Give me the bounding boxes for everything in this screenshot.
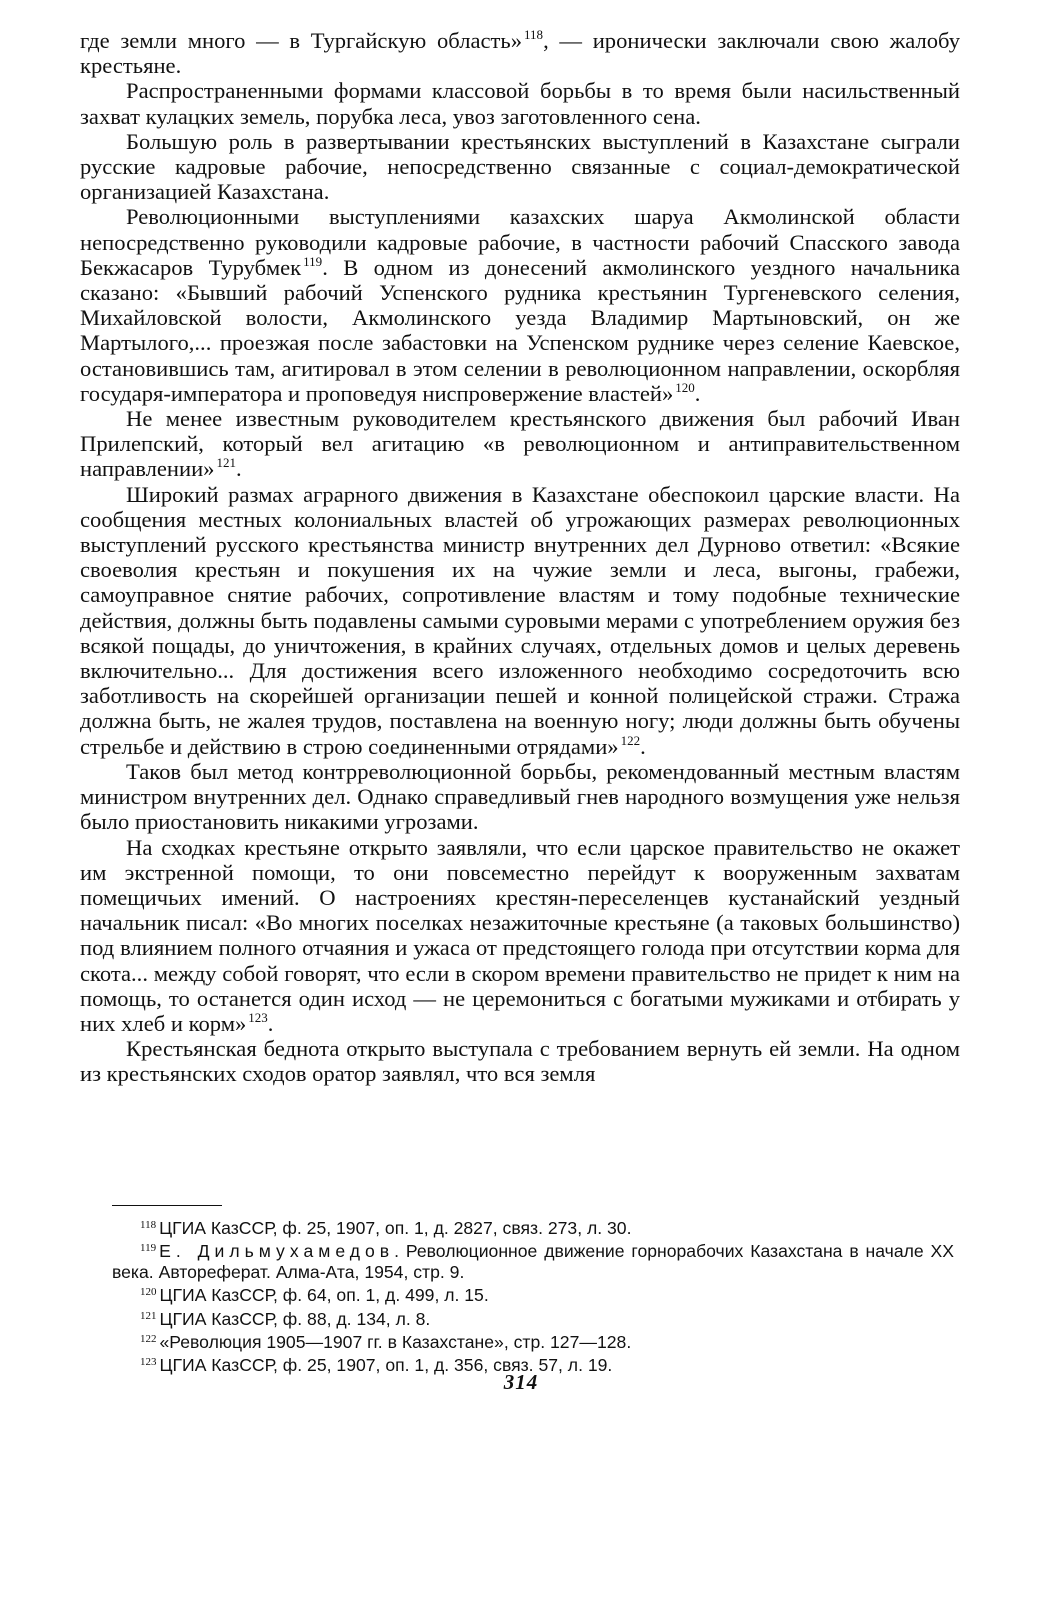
page-number: 314: [503, 1370, 539, 1394]
paragraph: где земли много — в Тургайскую область» $^{118}$, — иронически заключали свою жалобу крестьяне.: [80, 27, 960, 79]
footnote: $^{123}$ ЦГИА КазССР, ф. 25, 1907, оп. 1, д. 356, связ. 57, л. 19.: [140, 1355, 613, 1376]
footnote-number: 120: [140, 1286, 157, 1299]
paragraph: Таков был метод контрреволюционной борьбы, рекомендованный местным властям министром внутренних дел. Однако справедливый гнев народного возмущения уже нельзя было приостановить никакими угрозами.: [80, 758, 960, 835]
footnote: $^{120}$ ЦГИА КазССР, ф. 64, оп. 1, д. 499, л. 15.: [140, 1285, 489, 1306]
footnote-author: Е. Дильмухамедов: [159, 1241, 395, 1262]
footnote-divider: [112, 1205, 222, 1206]
footnote-ref[interactable]: 118: [524, 27, 544, 42]
body-text: [80, 28, 960, 1087]
paragraph: Распространенными формами классовой борьбы в то время были насильственный захват кулацких земель, порубка леса, увоз заготовленного сена.: [80, 78, 960, 129]
footnote: $^{119}$ Е. Дильмухамедов. Революционное движение горнорабочих Казахстана в начале XX века. Автореферат. Алма-Ата, 1954, стр. 9.: [112, 1241, 954, 1282]
footnote-ref[interactable]: 121: [216, 455, 236, 471]
footnote: $^{118}$ ЦГИА КазССР, ф. 25, 1907, оп. 1, д. 2827, связ. 273, л. 30.: [140, 1218, 632, 1238]
footnote-number: 118: [140, 1219, 157, 1231]
footnote-number: 123: [140, 1356, 157, 1369]
footnote-number: 119: [140, 1242, 157, 1255]
footnote-ref[interactable]: 122: [620, 732, 641, 748]
footnote: $^{122}$ «Революция 1905—1907 гг. в Казахстане», стр. 127—128.: [140, 1332, 632, 1353]
paragraph: Большую роль в развертывании крестьянских выступлений в Казахстане сыграли русские кадровые рабочие, непосредственно связанные с социал-демократической организацией Казахстана.: [80, 128, 960, 205]
footnote-ref[interactable]: 119: [303, 253, 323, 269]
paragraph: На сходках крестьяне открыто заявляли, что если царское правительство не окажет им экстренной помощи, то они повсеместно перейдут к вооруженным захватам помещичьих имений. О настроениях крестян-переселенцев кустанайский уездный начальник писал: «Во многих поселках незажиточные крестьяне (а таковых большинство) под влиянием полного отчаяния и ужаса от предстоящего голода при отсутствии корма для скота... между собой говорят, что если в скором времени правительство не придет к ним на помощь, то останется один исход — не церемониться с богатыми мужиками и отбирать у них хлеб и корм» $^{123}$.: [80, 834, 960, 1036]
footnotes: [112, 1215, 954, 1376]
footnote-number: 121: [140, 1309, 157, 1322]
paragraph: Широкий размах аграрного движения в Казахстане обеспокоил царские власти. На сообщения местных колониальных властей об угрожающих размерах революционных выступлений русского крестьянства министр внутренних дел Дурново ответил: «Всякие своеволия крестьян и покушения их на чужие земли и леса, выгоны, грабежи, самоуправное снятие рабочих, сопротивление властям и тому подобные технические действия, должны быть подавлены самыми суровыми мерами с употреблением оружия без всякой пощады, до уничтожения, в крайних случаях, отдельных домов и целых деревень включительно... Для достижения всего изложенного необходимо сосредоточить всю заботливость на скорейшей организации пешей и конной полицейской стражи. Стража должна быть, не жалея трудов, поставлена на военную ногу; люди должны быть обучены стрельбе и действию в строю соединенными отрядами» $^{122}$.: [80, 481, 960, 759]
footnote-ref[interactable]: 120: [675, 379, 695, 395]
paragraph: Крестьянская беднота открыто выступала с требованием вернуть ей земли. На одном из крестьянских сходов оратор заявлял, что вся земля: [80, 1036, 960, 1087]
footnote-ref[interactable]: 123: [248, 1009, 268, 1025]
footnote: $^{121}$ ЦГИА КазССР, ф. 88, д. 134, л. 8.: [140, 1308, 431, 1329]
paragraph: Не менее известным руководителем крестьянского движения был рабочий Иван Прилепский, который вел агитацию «в революционном и антиправительственном направлении» $^{121}$.: [80, 406, 960, 482]
footnote-number: 122: [140, 1333, 157, 1346]
paragraph: Революционными выступлениями казахских шаруа Акмолинской области непосредственно руководили кадровые рабочие, в частности рабочий Спасского завода Бекжасаров Турубмек $^{119}$. В одном из донесений акмолинского уездного начальника сказано: «Бывший рабочий Успенского рудника крестьянин Тургеневского селения, Михайловской волости, Акмолинского уезда Владимир Мартыновский, он же Мартылого,... проезжая после забастовки на Успенском руднике через селение Каевское, остановившись там, агитировал в этом селении в революционном направлении, оскорбляя государя-императора и проповедуя ниспровержение властей» $^{120}$.: [80, 204, 960, 406]
